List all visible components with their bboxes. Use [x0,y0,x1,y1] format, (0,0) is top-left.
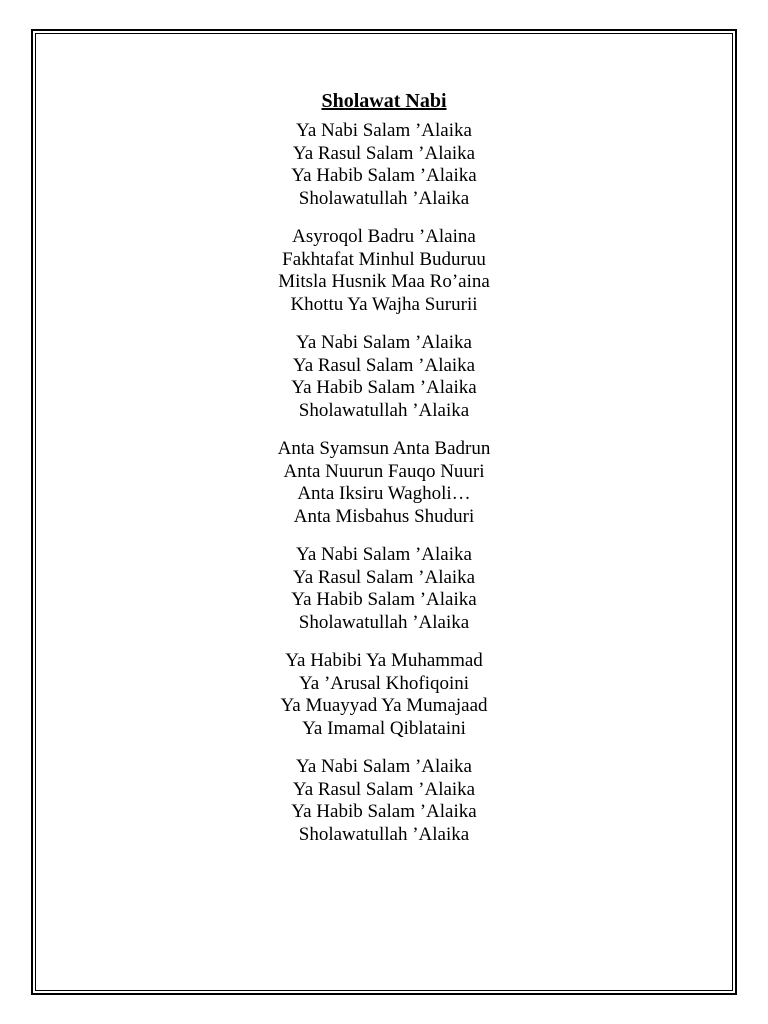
stanza-line: Anta Iksiru Wagholi… [297,483,471,504]
stanza-line: Sholawatullah ’Alaika [298,611,470,633]
stanza-line: Ya Habib Salam ’Alaika [291,165,477,186]
stanza-line: Asyroqol Badru ’Alaina [292,226,476,247]
stanza-line: Ya Imamal Qiblataini [302,717,466,739]
stanza-line: Ya Rasul Salam ’Alaika [292,142,476,164]
stanza-line: Anta Misbahus Shuduri [293,505,475,527]
stanza-1 [36,120,732,210]
stanza-3 [36,332,732,422]
stanza-line: Fakhtafat Minhul Buduruu [282,248,486,270]
stanza-line: Ya Rasul Salam ’Alaika [292,354,476,376]
stanza-6 [36,650,732,740]
stanza-line: Ya Habib Salam ’Alaika [291,377,477,398]
stanza-2 [36,226,732,316]
stanza-line: Anta Nuurun Fauqo Nuuri [283,460,485,482]
document-title: Sholawat Nabi [321,90,447,112]
stanza-line: Ya Muayyad Ya Mumajaad [280,695,488,716]
stanza-5 [36,544,732,634]
stanza-line: Ya Nabi Salam ’Alaika [296,756,472,777]
stanza-line: Anta Syamsun Anta Badrun [277,438,491,459]
stanza-line: Ya Nabi Salam ’Alaika [296,332,472,353]
stanza-line: Ya ’Arusal Khofiqoini [298,672,470,694]
stanza-4 [36,438,732,528]
stanza-line: Sholawatullah ’Alaika [298,399,470,421]
stanza-line: Sholawatullah ’Alaika [298,187,470,209]
document-body [36,84,732,862]
stanza-line: Ya Habib Salam ’Alaika [291,589,477,610]
stanza-line: Mitsla Husnik Maa Ro’aina [278,271,490,292]
stanza-line: Khottu Ya Wajha Sururii [290,293,478,315]
stanza-line: Sholawatullah ’Alaika [298,823,470,845]
stanza-line: Ya Nabi Salam ’Alaika [296,120,472,141]
stanza-7 [36,756,732,846]
stanza-line: Ya Habibi Ya Muhammad [285,650,483,671]
stanza-line: Ya Nabi Salam ’Alaika [296,544,472,565]
stanza-line: Ya Rasul Salam ’Alaika [292,566,476,588]
stanza-line: Ya Rasul Salam ’Alaika [292,778,476,800]
stanza-line: Ya Habib Salam ’Alaika [291,801,477,822]
